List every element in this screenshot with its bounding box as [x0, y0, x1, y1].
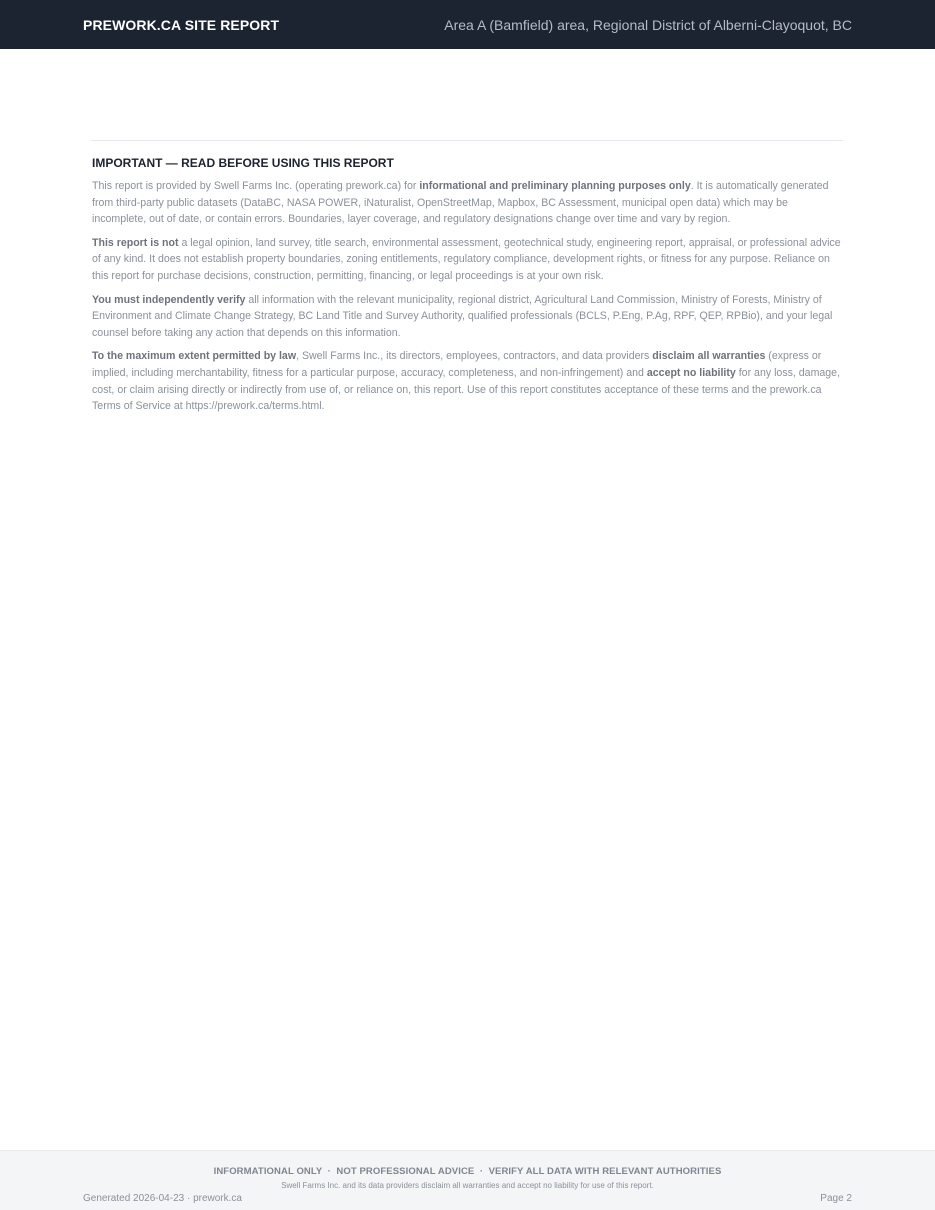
purpose-text-start: This report is provided by Swell Farms Inc. (operating prework.ca) for [92, 180, 420, 192]
disclaimer-heading: IMPORTANT — READ BEFORE USING THIS REPORT [92, 156, 394, 170]
report-footer [0, 1150, 935, 1210]
report-location: Area A (Bamfield) area, Regional District of Alberni-Clayoquot, BC [444, 16, 852, 33]
verify-emphasis: You must independently verify [92, 293, 246, 306]
not-advice-text: a legal opinion, land survey, title search, environmental assessment, geotechnical study, engineering report, appraisal, or professional advice of any kind. It does not establish property boundaries, zoning entitlements, regulatory compliance, development rights, or fitness for any purpose. Reliance on this report for purchase decisions, construction, permitting, financing, or legal proceedings is at your own risk. [92, 236, 841, 282]
disclaimer-paragraph-liability [92, 348, 844, 414]
footer-fine-print: Swell Farms Inc. and its data providers disclaim all warranties and accept no liability for use of this report. [281, 1181, 654, 1190]
page-number: Page 2 [820, 1193, 852, 1204]
disclaimer-paragraph-purpose [92, 178, 844, 228]
report-header [0, 0, 935, 49]
footer-notice: INFORMATIONAL ONLY · NOT PROFESSIONAL ADVICE · VERIFY ALL DATA WITH RELEVANT AUTHORITIES [213, 1166, 722, 1177]
liability-emphasis-warranties: disclaim all warranties [652, 350, 766, 363]
section-divider [91, 140, 843, 141]
liability-text-1: , Swell Farms Inc., its directors, employees, contractors, and data providers [296, 350, 653, 363]
disclaimer-paragraph-not-advice [92, 235, 844, 285]
disclaimer-section [92, 156, 844, 422]
liability-emphasis-no-liability: accept no liability [646, 366, 736, 379]
disclaimer-paragraph-verify [92, 292, 844, 342]
liability-text-2: (express or implied, including merchantability, fitness for a particular purpose, accuracy, completeness, and non-infringement) and [92, 350, 822, 379]
purpose-text-end: . It is automatically generated from third-party public datasets (DataBC, NASA POWER, iNaturalist, OpenStreetMap, Mapbox, BC Assessment, municipal open data) which may be incomplete, out of date, or contain errors. Boundaries, layer coverage, and regulatory designations change over time and vary by region. [92, 180, 829, 226]
verify-text: all information with the relevant municipality, regional district, Agricultural Land Commission, Ministry of Forests, Ministry of Environment and Climate Change Strategy, BC Land Title and Survey Authority, qualified professionals (BCLS, P.Eng, P.Ag, RPF, QEP, RPBio), and your legal counsel before taking any action that depends on this information. [92, 293, 833, 339]
report-title: PREWORK.CA SITE REPORT [83, 16, 280, 33]
liability-text-3: for any loss, damage, cost, or claim arising directly or indirectly from use of, or reliance on, this report. Use of this report constitutes acceptance of these terms and the prework.ca Terms of Service at https://prework.ca/terms.html. [92, 366, 841, 413]
liability-emphasis-law: To the maximum extent permitted by law [92, 350, 297, 363]
not-advice-emphasis: This report is not [92, 236, 179, 249]
footer-generated-date: Generated 2026-04-23 · prework.ca [83, 1193, 242, 1204]
purpose-emphasis: informational and preliminary planning purposes only [419, 180, 691, 192]
